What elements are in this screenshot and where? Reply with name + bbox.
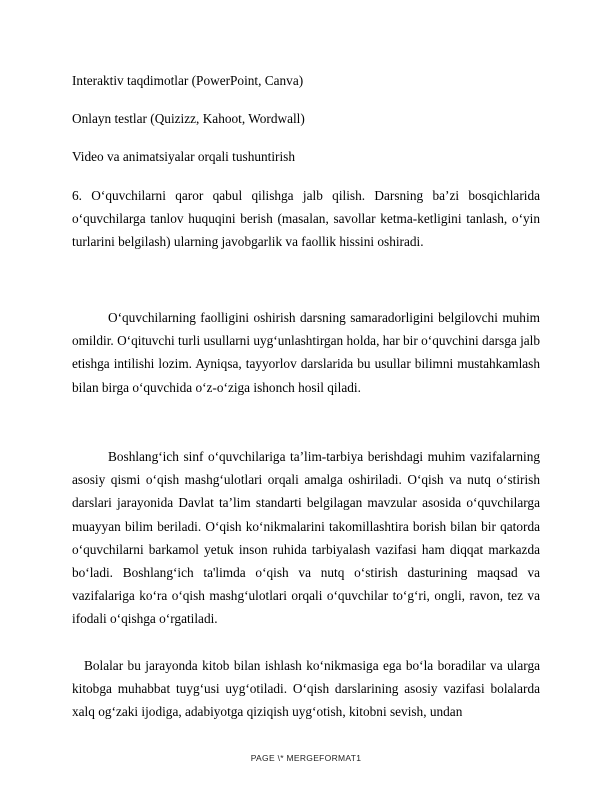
list-item-interactive-presentations: Interaktiv taqdimotlar (PowerPoint, Canva) <box>72 73 304 88</box>
paragraph-decision-making: 6. O‘quvchilarni qaror qabul qilishga jalb qilish. Darsning ba’zi bosqichlarida o‘quvchilarga tanlov huquqini berish (masalan, savollar ketma-ketligini tanlash, o‘yin turlarini belgilash) ularning javobgarlik va faollik hissini oshiradi. <box>72 188 540 250</box>
page-number-field: PAGE \* MERGEFORMAT1 <box>250 753 362 763</box>
list-item-online-tests: Onlayn testlar (Quizizz, Kahoot, Wordwall) <box>72 111 305 126</box>
paragraph-activity-conclusion: O‘quvchilarning faolligini oshirish darsning samaradorligini belgilovchi muhim omildir. O‘qituvchi turli usullarni uyg‘unlashtirgan holda, har bir o‘quvchini darsga jalb etishga intilishi lozim. Ayniqsa, tayyorlov darslarida bu usullar bilimni mustahkamlash bilan birga o‘quvchida o‘z-o‘ziga ishonch hosil qiladi. <box>72 310 541 395</box>
paragraph-primary-school-reading: Boshlang‘ich sinf o‘quvchilariga ta’lim-tarbiya berishdagi muhim vazifalarning asosiy qismi o‘qish mashg‘ulotlari orqali amalga oshiriladi. O‘qish va nutq o‘stirish darslari jarayonida Davlat ta’lim standarti belgilagan mavzular asosida o‘quvchilarga muayyan bilim beriladi. O‘qish ko‘nikmalarini takomillashtira borish bilan bir qatorda o‘quvchilarni barkamol yetuk inson ruhida tarbiyalash vazifasi ham diqqat markazda bo‘ladi. Boshlang‘ich ta'limda o‘qish va nutq o‘stirish dasturining maqsad va vazifalariga ko‘ra o‘qish mashg‘ulotlari orqali o‘quvchilar to‘g‘ri, ongli, ravon, tez va ifodali o‘qishga o‘rgatiladi. <box>72 449 540 627</box>
list-item-video-animations: Video va animatsiyalar orqali tushuntirish <box>72 149 295 164</box>
paragraph-children-books: Bolalar bu jarayonda kitob bilan ishlash ko‘nikmasiga ega bo‘la boradilar va ularga kitobga muhabbat tuyg‘usi uyg‘otiladi. O‘qish darslarining asosiy vazifasi bolalarda xalq og‘zaki ijodiga, adabiyotga qiziqish uyg‘otish, kitobni sevish, undan <box>72 658 540 720</box>
